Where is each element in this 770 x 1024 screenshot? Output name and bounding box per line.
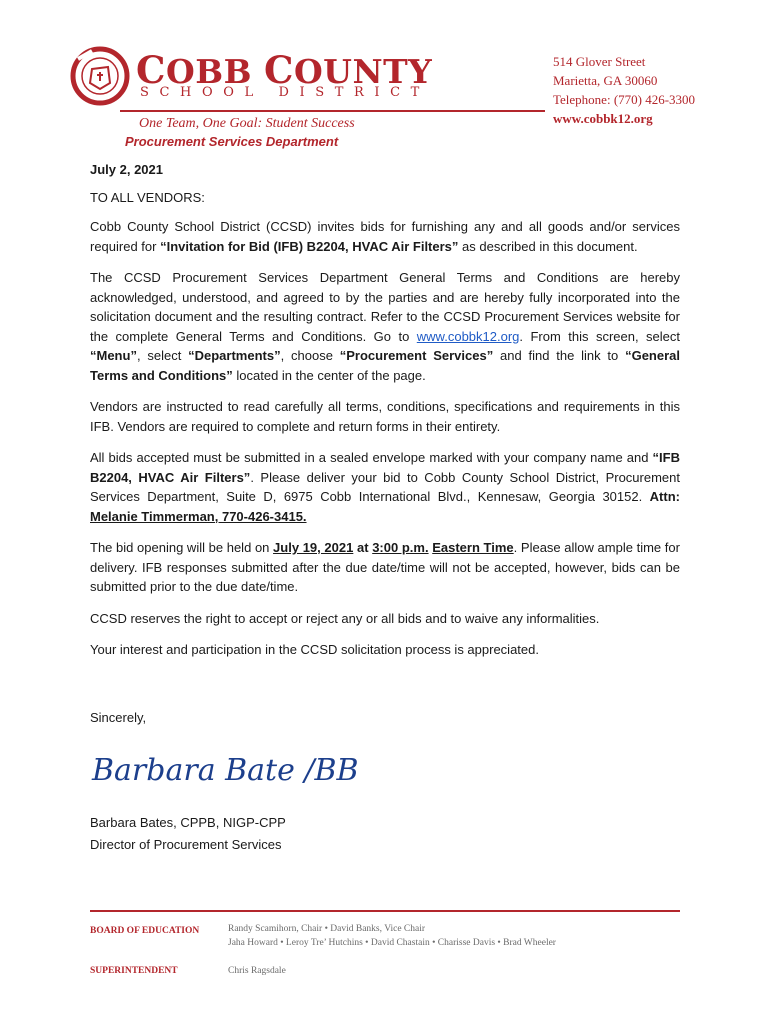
paragraph-appreciation: Your interest and participation in the CCSD solicitation process is appreciated.	[90, 642, 539, 657]
paragraph-delivery: All bids accepted must be submitted in a sealed envelope marked with your company name and “IFB B2204, HVAC Air Filters”. Please deliver your bid to Cobb County School District, Procurement Services Department, Suite D, 6975 Cobb International Blvd., Kennesaw, Georgia 30152. Attn: Melanie Timmerman, 770-426-3415.	[90, 450, 680, 524]
header-divider	[120, 110, 545, 112]
superintendent-label: SUPERINTENDENT	[90, 966, 178, 976]
board-label: BOARD OF EDUCATION	[90, 926, 200, 936]
closing: Sincerely,	[90, 710, 147, 725]
district-name: COBB COUNTY	[136, 48, 433, 92]
address-phone: Telephone: (770) 426-3300	[553, 92, 696, 107]
website-link[interactable]: www.cobbk12.org	[416, 328, 520, 344]
department-name: Procurement Services Department	[125, 134, 339, 149]
letter-date: July 2, 2021	[90, 162, 163, 177]
paragraph-terms: The CCSD Procurement Services Department General Terms and Conditions are hereby acknowledged, understood, and agreed to by the parties and are hereby fully incorporated into the solicitation document and the resulting contract. Refer to the CCSD Procurement Services website for the complete General Terms and Conditions. Go to www.cobbk12.org. From this screen, select “Menu”, select “Departments”, choose “Procurement Services” and find the link to “General Terms and Conditions” located in the center of the page.	[90, 270, 680, 383]
address-city: Marietta, GA 30060	[553, 73, 658, 88]
paragraph-bid-opening: The bid opening will be held on July 19, 2021 at 3:00 p.m. Eastern Time. Please allow ample time for delivery. IFB responses submitted after the due date/time will not be accepted, however, bids can be submitted prior to the due date/time.	[90, 540, 680, 594]
salutation: TO ALL VENDORS:	[90, 189, 205, 205]
address-block	[553, 52, 695, 128]
superintendent-name: Chris Ragsdale	[228, 966, 286, 976]
paragraph-rights: CCSD reserves the right to accept or reject any or all bids and to waive any informalities.	[90, 610, 600, 626]
footer-divider	[90, 910, 680, 912]
address-website[interactable]: www.cobbk12.org	[553, 111, 653, 126]
district-subtitle: SCHOOL DISTRICT	[140, 85, 430, 100]
signer-name: Barbara Bates, CPPB, NIGP-CPP	[90, 815, 286, 830]
letter-body	[90, 160, 680, 672]
paragraph-invitation: Cobb County School District (CCSD) invites bids for furnishing any and all goods and/or services required for “Invitation for Bid (IFB) B2204, HVAC Air Filters” as described in this document.	[90, 219, 680, 254]
ccsd-logo	[70, 45, 130, 107]
address-street: 514 Glover Street	[553, 54, 646, 69]
signer-title: Director of Procurement Services	[90, 837, 282, 852]
board-members	[228, 922, 556, 950]
tagline: One Team, One Goal: Student Success	[139, 116, 355, 131]
paragraph-instructions: Vendors are instructed to read carefully all terms, conditions, specifications and requirements in this IFB. Vendors are required to complete and return forms in their entirety.	[90, 399, 680, 434]
board-line-2: Jaha Howard • Leroy Tre’ Hutchins • David Chastain • Charisse Davis • Brad Wheeler	[228, 938, 556, 948]
signature-text: Barbara Bate /BB	[92, 753, 359, 788]
signature-icon	[88, 742, 359, 797]
signer-block	[90, 812, 286, 856]
board-line-1: Randy Scamihorn, Chair • David Banks, Vice Chair	[228, 924, 426, 934]
